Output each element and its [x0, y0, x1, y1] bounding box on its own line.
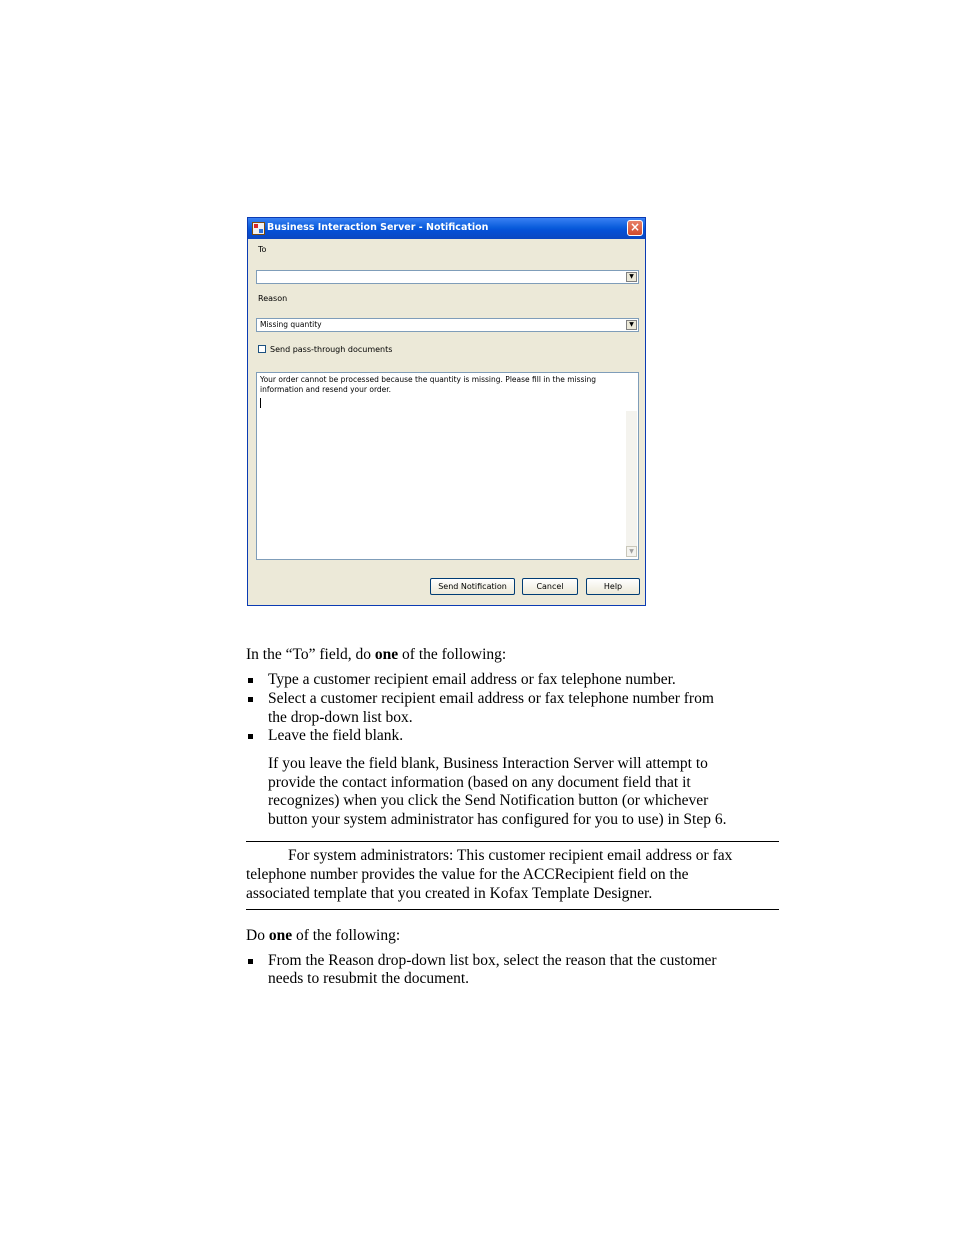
intro-bold: one — [374, 646, 399, 663]
cancel-button[interactable]: Cancel — [522, 578, 578, 595]
note-line: For system administrators: This customer recipient email address or fax — [288, 847, 733, 864]
pass-through-checkbox[interactable] — [258, 345, 266, 353]
do-one-text-start: Do — [246, 927, 269, 944]
intro-paragraph — [246, 646, 506, 665]
text-caret — [260, 398, 261, 408]
note-bottom-rule — [246, 909, 779, 910]
bullet-marker — [248, 734, 253, 739]
do-one-text-end: of the following: — [292, 927, 401, 944]
message-text: Your order cannot be processed because the quantity is missing. Please fill in the missing information and resend your order. — [260, 375, 597, 394]
bullet-marker — [248, 678, 253, 683]
bullet-item: From the Reason drop-down list box, select the reason that the customer — [268, 952, 717, 969]
reason-label: Reason — [258, 294, 288, 303]
note-top-rule — [246, 841, 779, 842]
bullet-item-continuation: the drop-down list box. — [268, 709, 413, 726]
message-textarea[interactable] — [256, 372, 639, 560]
blank-field-line: recognizes) when you click the Send Notification button (or whichever — [268, 792, 709, 809]
intro-text-start: In the “To” field, do — [246, 646, 375, 663]
blank-field-line: button your system administrator has configured for you to use) in Step 6. — [268, 811, 727, 828]
blank-field-line: provide the contact information (based on any document field that it — [268, 774, 691, 791]
help-button[interactable]: Help — [586, 578, 640, 595]
note-line: associated template that you created in Kofax Template Designer. — [246, 885, 653, 902]
intro-text-end: of the following: — [398, 646, 507, 663]
to-combobox[interactable] — [256, 270, 639, 284]
reason-value: Missing quantity — [260, 320, 322, 329]
note-line: telephone number provides the value for the ACCRecipient field on the — [246, 866, 689, 883]
application-icon — [252, 222, 265, 235]
bullet-marker — [248, 959, 253, 964]
pass-through-label[interactable]: Send pass-through documents — [270, 345, 393, 354]
reason-combobox[interactable] — [256, 318, 639, 332]
bullet-item: Leave the field blank. — [268, 727, 404, 744]
to-label: To — [258, 245, 267, 254]
close-icon[interactable]: × — [627, 220, 643, 236]
blank-field-line: If you leave the field blank, Business Interaction Server will attempt to — [268, 755, 708, 772]
dialog-titlebar[interactable] — [248, 218, 645, 239]
chevron-down-icon[interactable]: ▼ — [626, 272, 637, 282]
do-one-bold: one — [268, 927, 293, 944]
notification-dialog — [247, 217, 646, 606]
bullet-item: Type a customer recipient email address or fax telephone number. — [268, 671, 676, 688]
send-notification-button[interactable]: Send Notification — [430, 578, 515, 595]
chevron-down-icon[interactable]: ▼ — [626, 320, 637, 330]
vertical-scrollbar[interactable] — [626, 411, 637, 557]
scroll-down-icon[interactable]: ▼ — [626, 546, 637, 557]
bullet-item: Select a customer recipient email address or fax telephone number from — [268, 690, 714, 707]
dialog-title: Business Interaction Server - Notification — [267, 222, 489, 233]
do-one-paragraph — [246, 927, 400, 946]
bullet-item-continuation: needs to resubmit the document. — [268, 970, 470, 987]
bullet-marker — [248, 697, 253, 702]
